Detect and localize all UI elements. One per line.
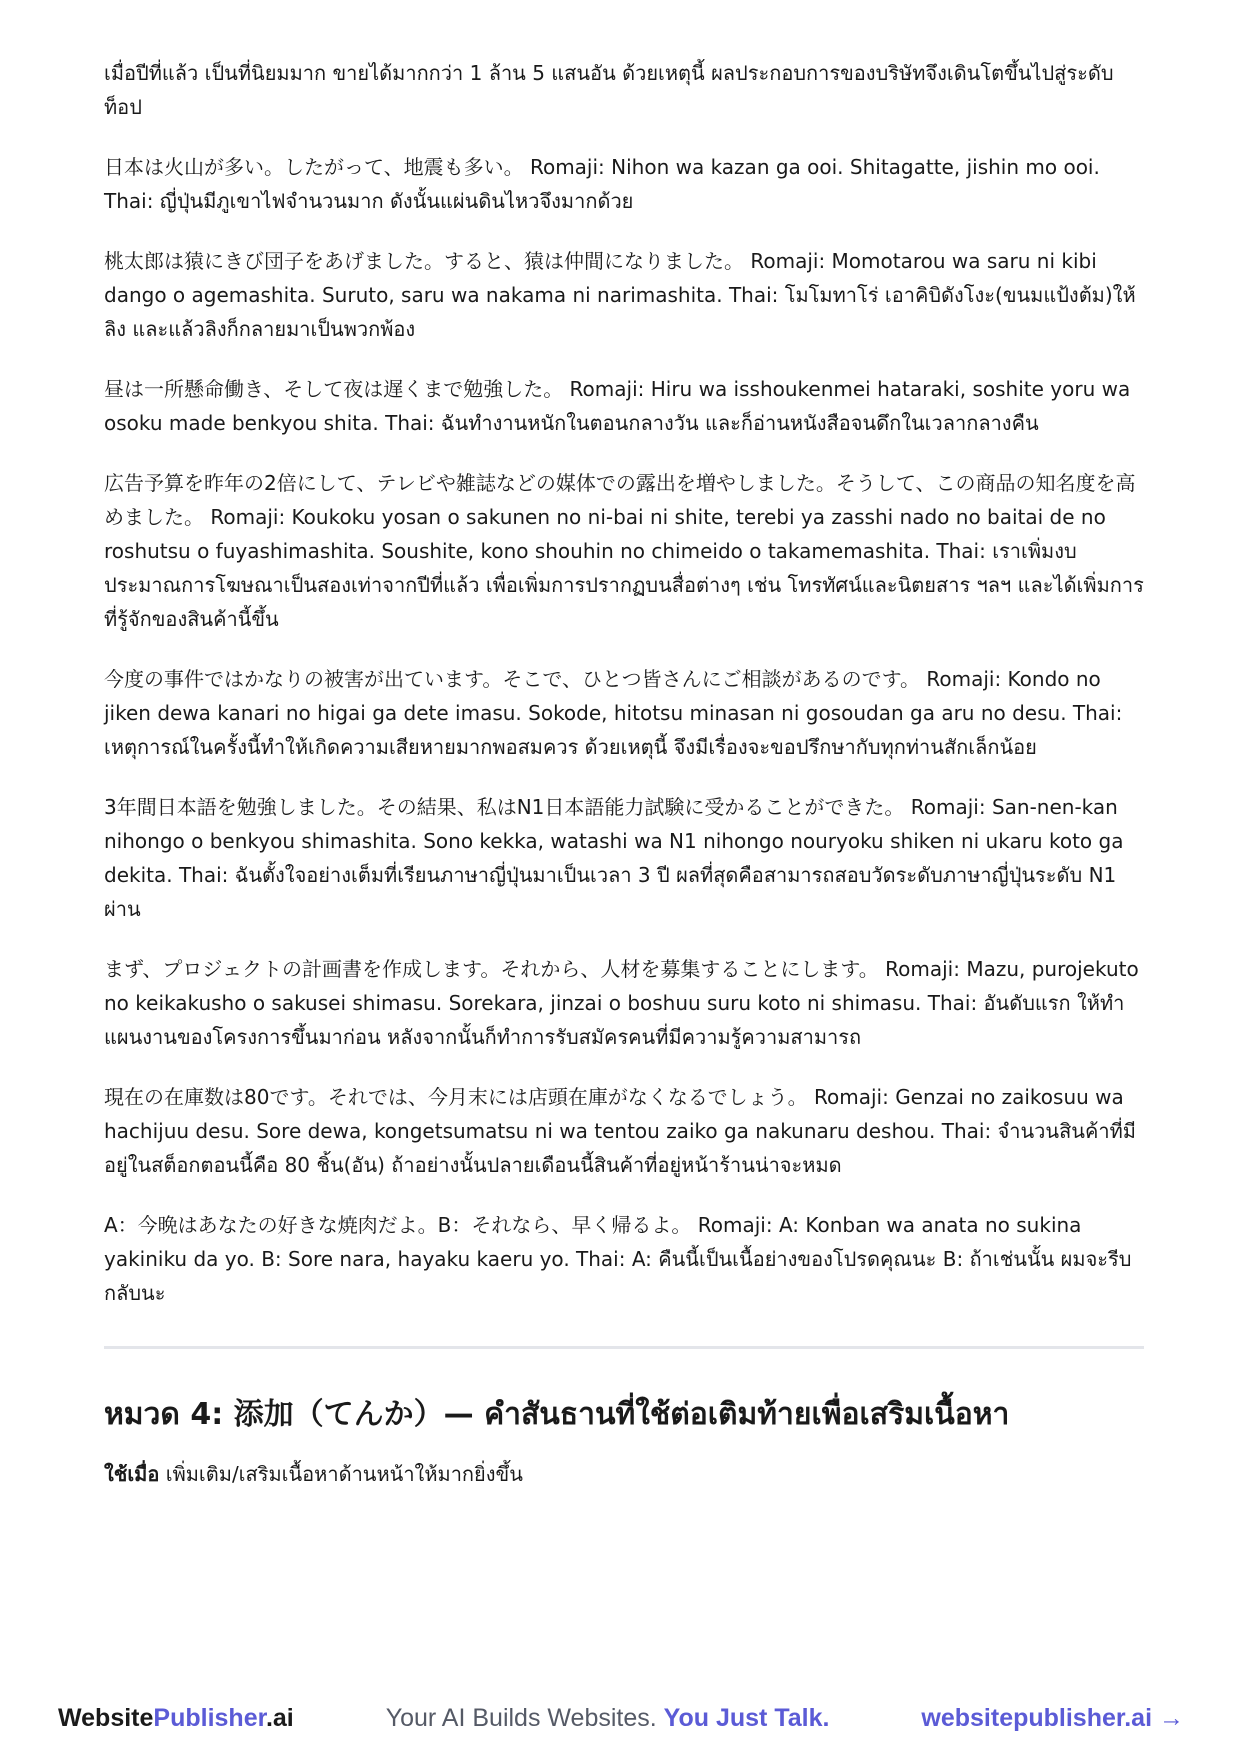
paragraph-8: まず、プロジェクトの計画書を作成します。それから、人材を募集することにします。 Romaji: Mazu, purojekuto no keikakusho o sakusei shimasu. Sorekara, jinzai o boshuu suru koto ni shimasu. Thai: อันดับแรก ให้ทำแผนงานของโครงการขึ้นมาก่อน หลังจากนั้นก็ทำการรับสมัครคนที่มีความรู้ความสามารถ [104,957,1139,1049]
paragraph-6: 今度の事件ではかなりの被害が出ています。そこで、ひとつ皆さんにご相談があるのです。 Romaji: Kondo no jiken dewa kanari no higai ga dete imasu. Sokode, hitotsu minasan ni gosoudan ga aru no desu. Thai: เหตุการณ์ในครั้งนี้ทำให้เกิดความเสียหายมากพอสมควร ด้วยเหตุนี้ จึงมีเรื่องจะขอปรึกษากับทุกท่านสักเล็กน้อย [104,667,1123,759]
brand-logo[interactable] [58,1704,294,1733]
paragraph-1: เมื่อปีที่แล้ว เป็นที่นิยมมาก ขายได้มากกว่า 1 ล้าน 5 แสนอัน ด้วยเหตุนี้ ผลประกอบการของบริษัทจึงเดินโตขึ้นไปสู่ระดับท็อป [104,61,1114,119]
document-body [104,56,1144,1489]
tagline-accent: You Just Talk. [663,1703,830,1732]
paragraph-9: 現在の在庫数は80です。それでは、今月末には店頭在庫がなくなるでしょう。 Romaji: Genzai no zaikosuu wa hachijuu desu. Sore dewa, kongetsumatsu ni wa tentou zaiko ga nakunaru deshou. Thai: จำนวนสินค้าที่มีอยู่ในสต็อกตอนนี้คือ 80 ชิ้น(อัน) ถ้าอย่างนั้นปลายเดือนนี้สินค้าที่อยู่หน้าร้านน่าจะหมด [104,1085,1136,1177]
paragraph-2: 日本は火山が多い。したがって、地震も多い。 Romaji: Nihon wa kazan ga ooi. Shitagatte, jishin mo ooi. Thai: ญี่ปุ่นมีภูเขาไฟจำนวนมาก ดังนั้นแผ่นดินไหวจึงมากด้วย [104,155,1100,213]
paragraph-7: 3年間日本語を勉強しました。その結果、私はN1日本語能力試験に受かることができた。 Romaji: San-nen-kan nihongo o benkyou shimashita. Sono kekka, watashi wa N1 nihongo nouryoku shiken ni ukaru koto ga dekita. Thai: ฉันตั้งใจอย่างเต็มที่เรียนภาษาญี่ปุ่นมาเป็นเวลา 3 ปี ผลที่สุดคือสามารถสอบวัดระดับภาษาญี่ปุ่นระดับ N1 ผ่าน [104,795,1124,921]
usage-line [104,1459,1144,1489]
footer-tagline [386,1704,830,1733]
section-title: หมวด 4: 添加（てんか）— คำสันธานที่ใช้ต่อเติมท้ายเพื่อเสริมเนื้อหา [104,1397,1010,1432]
usage-text: เพิ่มเติม/เสริมเนื้อหาด้านหน้าให้มากยิ่งขึ้น [159,1462,523,1486]
brand-part-publisher: Publisher [153,1703,266,1732]
usage-label: ใช้เมื่อ [104,1462,160,1486]
brand-part-ai: .ai [265,1703,294,1732]
section-divider [104,1346,1144,1349]
website-link[interactable]: websitepublisher.ai → [921,1703,1184,1732]
brand-part-website: Website [58,1703,154,1732]
paragraph-10: A：今晩はあなたの好きな焼肉だよ。B：それなら、早く帰るよ。 Romaji: A: Konban wa anata no sukina yakiniku da yo. B: Sore nara, hayaku kaeru yo. Thai: A: คืนนี้เป็นเนื้อย่างของโปรดคุณนะ B: ถ้าเช่นนั้น ผมจะรีบกลับนะ [104,1213,1132,1305]
paragraph-4: 昼は一所懸命働き、そして夜は遅くまで勉強した。 Romaji: Hiru wa isshoukenmei hataraki, soshite yoru wa osoku made benkyou shita. Thai: ฉันทำงานหนักในตอนกลางวัน และก็อ่านหนังสือจนดึกในเวลากลางคืน [104,377,1131,435]
paragraph-5: 広告予算を昨年の2倍にして、テレビや雑誌などの媒体での露出を増やしました。そうして、この商品の知名度を高めました。 Romaji: Koukoku yosan o sakunen no ni-bai ni shite, terebi ya zasshi nado no baitai de no roshutsu o fuyashimashita. Soushite, kono shouhin no chimeido o takamemashita. Thai: เราเพิ่มงบประมาณการโฆษณาเป็นสองเท่าจากปีที่แล้ว เพื่อเพิ่มการปรากฏบนสื่อต่างๆ เช่น โทรทัศน์และนิตยสาร ฯลฯ และได้เพิ่มการที่รู้จักของสินค้านี้ขึ้น [104,471,1144,631]
tagline-plain: Your AI Builds Websites. [385,1703,664,1732]
paragraph-3: 桃太郎は猿にきび団子をあげました。すると、猿は仲間になりました。 Romaji: Momotarou wa saru ni kibi dango o agemashita. Suruto, saru wa nakama ni narimashita. Thai: โมโมทาโร่ เอาคิบิดังโงะ(ขนมแป้งต้ม)ให้ลิง และแล้วลิงก็กลายมาเป็นพวกพ้อง [104,249,1136,341]
footer-bar [58,1698,1184,1738]
